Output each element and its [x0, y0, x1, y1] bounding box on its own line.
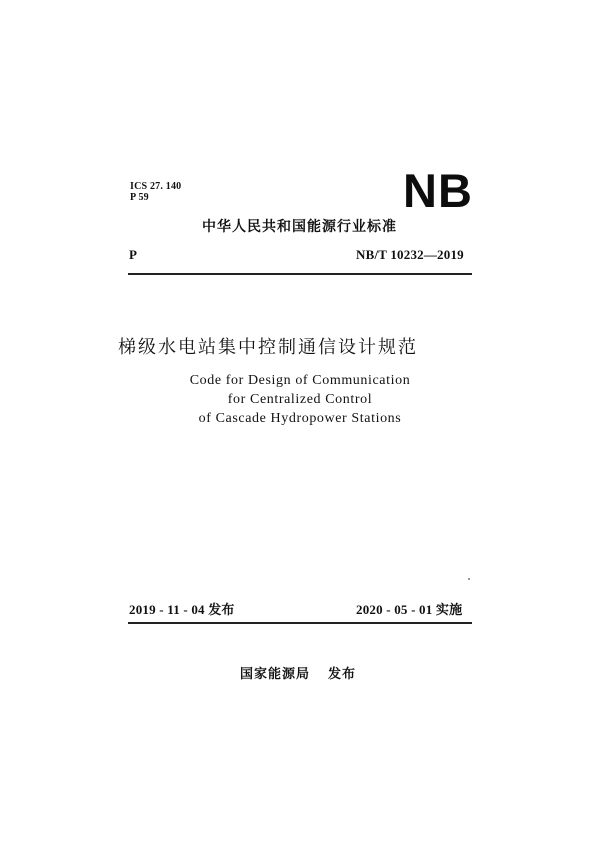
publisher-name: 国家能源局 [240, 667, 311, 682]
publisher-action: 发布 [328, 667, 357, 682]
bottom-divider [128, 622, 472, 624]
nb-logo: NB [403, 164, 473, 217]
category-code: P 59 [130, 192, 149, 203]
chinese-title: 梯级水电站集中控制通信设计规范 [118, 337, 418, 358]
ics-code: ICS 27. 140 [130, 181, 182, 192]
standard-number: NB/T 10232—2019 [356, 247, 464, 262]
standard-category: 中华人民共和国能源行业标准 [202, 219, 397, 235]
english-title-line: Code for Design of Communication [189, 373, 411, 388]
issue-date: 2019 - 11 - 04 发布 [129, 602, 235, 617]
english-title-line: for Centralized Control [227, 392, 373, 407]
classification-block [130, 181, 181, 203]
publisher-line [240, 667, 356, 683]
top-divider [128, 273, 472, 275]
scan-speck [468, 578, 470, 580]
english-title [150, 371, 450, 428]
english-title-line: of Cascade Hydropower Stations [198, 411, 402, 426]
implementation-date: 2020 - 05 - 01 实施 [356, 602, 463, 617]
p-code: P [129, 247, 137, 262]
